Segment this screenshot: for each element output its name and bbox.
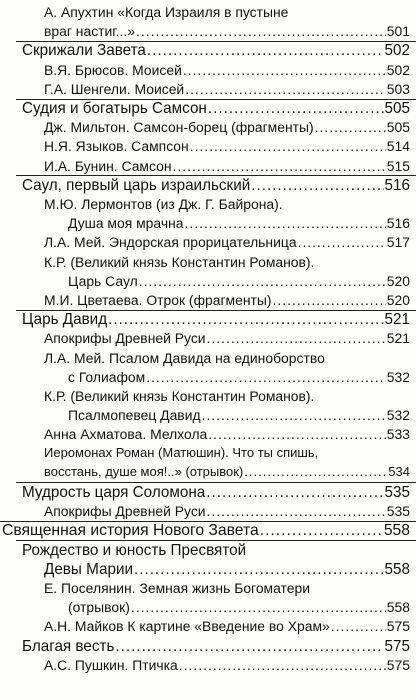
toc-leader-dots (207, 503, 386, 519)
toc-entry-title: Саул, первый царь израильский (22, 177, 251, 194)
toc-leader-dots (208, 100, 384, 118)
toc-page-number: 515 (386, 158, 410, 174)
toc-leader-dots (206, 484, 383, 502)
toc-page-number: 535 (386, 503, 410, 519)
toc-leader-dots (273, 292, 386, 308)
toc-leader-dots (136, 23, 386, 39)
toc-page-number: 533 (386, 426, 410, 442)
toc-entry-title: Дж. Мильтон. Самсон-борец (фрагменты) (44, 119, 314, 135)
toc-entry-title: Судия и богатырь Самсон (22, 100, 207, 117)
toc-entry-title: (отрывок) (68, 599, 130, 615)
toc-entry-title: И.А. Бунин. Самсон (44, 158, 172, 174)
toc-page-number: 505 (384, 100, 410, 117)
toc-entry-kr-david[interactable] (44, 388, 416, 404)
toc-leader-dots (298, 234, 386, 250)
toc-section-solomon[interactable] (22, 484, 410, 502)
toc-page-number: 558 (383, 522, 410, 539)
toc-entry-mei-endor[interactable] (44, 234, 410, 250)
toc-page-number: 575 (386, 618, 410, 634)
toc-leader-dots (147, 42, 384, 60)
section-divider (16, 540, 416, 541)
toc-entry-poselyanin[interactable] (44, 580, 416, 596)
toc-section-david[interactable] (22, 311, 410, 329)
toc-entry-apokrify-2[interactable] (44, 503, 410, 519)
toc-leader-dots (208, 426, 386, 442)
toc-leader-dots (146, 369, 386, 385)
toc-leader-dots (251, 177, 383, 195)
toc-page-number: 505 (386, 119, 410, 135)
toc-section-samson[interactable] (22, 100, 410, 118)
toc-entry-title: К.Р. (Великий князь Константин Романов). (44, 388, 315, 404)
toc-leader-dots (115, 638, 383, 656)
toc-page-number: 521 (384, 311, 410, 328)
toc-entry-kr-david-cont[interactable] (68, 407, 410, 423)
toc-entry-bunin[interactable] (44, 158, 410, 174)
toc-entry-apokrify-1[interactable] (44, 330, 410, 346)
toc-entry-title: восстань, душе моя!..» (отрывок) (44, 464, 244, 479)
toc-page-number: 575 (386, 657, 410, 673)
toc-entry-title: Н.Я. Языков. Сампсон (44, 138, 189, 154)
toc-entry-title: А.Н. Майков К картине «Введение во Храм» (44, 618, 330, 634)
section-divider (16, 482, 416, 483)
toc-page-number: 501 (386, 23, 410, 39)
toc-entry-title: Рождество и юность Пресвятой (22, 542, 247, 559)
toc-entry-kr-saul[interactable] (44, 254, 416, 270)
toc-entry-tsvetaeva[interactable] (44, 292, 410, 308)
toc-entry-apukhtin-cont[interactable] (44, 23, 410, 39)
toc-entry-title: Л.А. Мей. Эндорская прорицательница (44, 234, 297, 250)
toc-entry-title: Псалмопевец Давид (68, 407, 201, 423)
toc-entry-akhmatova[interactable] (44, 426, 410, 442)
toc-page-number: 514 (386, 138, 410, 154)
toc-section-skrizhali[interactable] (22, 42, 410, 60)
toc-page-number: 532 (386, 407, 410, 423)
toc-section-rozhdestvo-cont[interactable] (44, 561, 410, 579)
toc-entry-title: Девы Марии (44, 561, 133, 578)
toc-page-number: 532 (386, 369, 410, 385)
toc-page-number: 502 (384, 42, 410, 59)
toc-entry-title: М.Ю. Лермонтов (из Дж. Г. Байрона). (44, 196, 283, 212)
toc-entry-kr-saul-cont[interactable] (68, 273, 410, 289)
toc-entry-title: Мудрость царя Соломона (22, 484, 206, 501)
section-divider (16, 175, 416, 176)
toc-entry-title: Скрижали Завета (22, 42, 146, 59)
toc-leader-dots (139, 273, 386, 289)
toc-entry-title: Апокрифы Древней Руси (44, 503, 206, 519)
toc-entry-title: В.Я. Брюсов. Моисей (44, 62, 182, 78)
toc-leader-dots (331, 618, 386, 634)
toc-entry-lermontov-cont[interactable] (68, 215, 410, 231)
toc-part-new-testament[interactable] (2, 522, 410, 540)
toc-entry-title: Царь Давид (22, 311, 108, 328)
toc-page-number: 502 (386, 62, 410, 78)
toc-leader-dots (244, 465, 387, 480)
toc-entry-mei-psalom[interactable] (44, 350, 416, 366)
toc-page-number: 520 (386, 292, 410, 308)
toc-entry-title: К.Р. (Великий князь Константин Романов). (44, 254, 315, 270)
toc-page-number: 534 (388, 464, 410, 479)
toc-entry-mei-psalom-cont[interactable] (68, 369, 410, 385)
toc-entry-title: Г.А. Шенгели. Моисей (44, 81, 185, 97)
toc-entry-roman-cont[interactable] (44, 465, 410, 480)
toc-leader-dots (202, 407, 386, 423)
toc-entry-title: Л.А. Мей. Псалом Давида на единоборство (44, 350, 325, 366)
toc-leader-dots (185, 215, 386, 231)
toc-entry-bryusov[interactable] (44, 62, 410, 78)
toc-entry-lermontov[interactable] (44, 196, 416, 212)
toc-section-saul[interactable] (22, 177, 410, 195)
toc-entry-title: М.И. Цветаева. Отрок (фрагменты) (44, 292, 272, 308)
toc-entry-title: Иеромонах Роман (Матюшин). Что ты спишь, (44, 445, 319, 460)
toc-page-number: 558 (384, 561, 410, 578)
toc-entry-yazykov[interactable] (44, 138, 410, 154)
toc-entry-title: Душа моя мрачна (68, 215, 184, 231)
toc-page-number: 517 (386, 234, 410, 250)
toc-leader-dots (131, 599, 386, 615)
toc-leader-dots (185, 81, 386, 97)
toc-leader-dots (108, 311, 383, 329)
toc-entry-title: враг настиг...» (44, 23, 135, 39)
toc-section-rozhdestvo[interactable] (22, 542, 416, 560)
toc-entry-poselyanin-cont[interactable] (68, 599, 410, 615)
toc-leader-dots (260, 522, 383, 540)
toc-leader-dots (173, 158, 386, 174)
toc-leader-dots (315, 119, 386, 135)
toc-entry-milton[interactable] (44, 119, 410, 135)
toc-entry-title: Анна Ахматова. Мелхола (44, 426, 208, 442)
toc-page-number: 535 (384, 484, 410, 501)
toc-leader-dots (134, 561, 384, 579)
toc-entry-roman[interactable] (44, 446, 416, 461)
toc-page-number: 516 (386, 215, 410, 231)
toc-page-number: 558 (386, 599, 410, 615)
toc-entry-title: Царь Саул (68, 273, 138, 289)
toc-entry-apukhtin[interactable] (44, 4, 416, 20)
toc-leader-dots (190, 138, 386, 154)
toc-section-blagaya-vest[interactable] (22, 638, 410, 656)
toc-entry-shengeli[interactable] (44, 81, 410, 97)
toc-entry-pushkin[interactable] (44, 657, 410, 673)
toc-leader-dots (183, 62, 386, 78)
toc-entry-title: с Голиафом (68, 369, 146, 385)
toc-entry-title: Е. Поселянин. Земная жизнь Богоматери (44, 580, 310, 596)
toc-leader-dots (179, 657, 386, 673)
toc-entry-maikov[interactable] (44, 618, 410, 634)
toc-page-number: 516 (384, 177, 410, 194)
toc-leader-dots (207, 330, 386, 346)
toc-page-number: 520 (386, 273, 410, 289)
toc-entry-title: Апокрифы Древней Руси (44, 330, 206, 346)
toc-entry-title: Благая весть (22, 638, 115, 655)
toc-entry-title: А.С. Пушкин. Птичка (44, 657, 178, 673)
toc-entry-title: А. Апухтин «Когда Израиля в пустыне (44, 4, 289, 20)
toc-page-number: 503 (386, 81, 410, 97)
toc-page-number: 575 (384, 638, 410, 655)
toc-page-number: 521 (386, 330, 410, 346)
toc-entry-title: Священная история Нового Завета (2, 522, 259, 539)
